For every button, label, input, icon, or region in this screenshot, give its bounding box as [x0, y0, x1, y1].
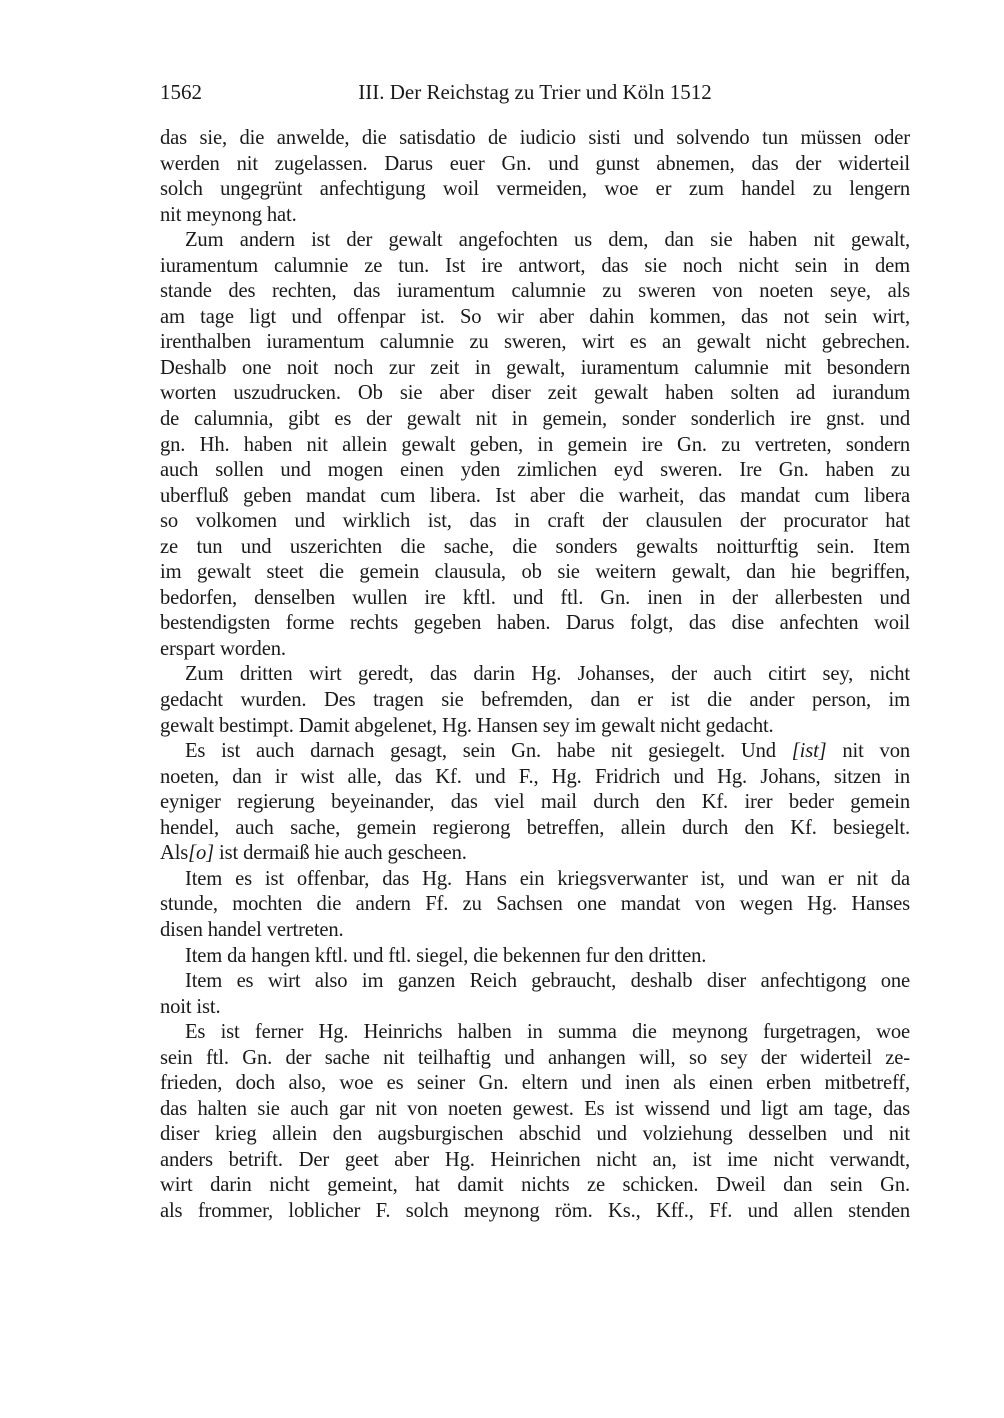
text-segment: als frommer, loblicher F. solch meynong röm. Ks., Kff., Ff. und allen stenden — [160, 1199, 910, 1222]
editorial-insertion: [ist] — [791, 740, 827, 763]
text-line — [160, 867, 910, 893]
text-segment: stande des rechten, das iuramentum calumnie zu sweren von noeten seye, als — [160, 280, 910, 303]
text-segment: ze tun und uszerichten die sache, die sonders gewalts noitturftig sein. Item — [160, 535, 910, 558]
text-segment: Es ist ferner Hg. Heinrichs halben in summa die meynong furgetragen, woe — [185, 1021, 910, 1044]
text-segment: anders betrift. Der geet aber Hg. Heinrichen nicht an, ist ime nicht verwandt, — [160, 1148, 910, 1171]
text-line — [160, 995, 910, 1021]
text-segment: bedorfen, denselben wullen ire kftl. und ftl. Gn. inen in der allerbesten und — [160, 586, 910, 609]
text-segment: Item da hangen kftl. und ftl. siegel, die bekennen fur den dritten. — [185, 944, 707, 967]
paragraph — [160, 126, 910, 228]
text-segment: Zum dritten wirt geredt, das darin Hg. Johanses, der auch citirt sey, nicht — [185, 663, 910, 686]
text-segment: nit meynong hat. — [160, 203, 297, 226]
text-segment: uberfluß geben mandat cum libera. Ist aber die warheit, das mandat cum libera — [160, 484, 910, 507]
text-line — [160, 177, 910, 203]
text-segment: Zum andern ist der gewalt angefochten us dem, dan sie haben nit gewalt, — [185, 229, 910, 252]
text-line — [160, 790, 910, 816]
text-line — [160, 1020, 910, 1046]
text-line — [160, 688, 910, 714]
text-segment: de calumnia, gibt es der gewalt nit in gemein, sonder sonderlich ire gnst. und — [160, 408, 910, 431]
text-segment: das sie, die anwelde, die satisdatio de iudicio sisti und solvendo tun müssen oder — [160, 127, 910, 149]
paragraph — [160, 1020, 910, 1224]
text-line — [160, 305, 910, 331]
text-segment: eyniger regierung beyeinander, das viel mail durch den Kf. irer beder gemein — [160, 791, 910, 814]
text-line — [160, 1046, 910, 1072]
text-segment: wirt darin nicht gemeint, hat damit nichts ze schicken. Dweil dan sein Gn. — [160, 1174, 910, 1197]
text-line — [160, 228, 910, 254]
text-segment: so volkomen und wirklich ist, das in craft der clausulen der procurator hat — [160, 510, 910, 533]
page-number: 1562 — [160, 80, 202, 104]
paragraph — [160, 944, 910, 970]
text-line — [160, 1173, 910, 1199]
text-segment: sein ftl. Gn. der sache nit teilhaftig und anhangen will, so sey der widerteil ze- — [160, 1046, 910, 1069]
text-segment: solch ungegrünt anfechtigung woil vermeiden, woe er zum handel zu lengern — [160, 178, 910, 201]
text-segment: stunde, mochten die andern Ff. zu Sachsen one mandat von wegen Hg. Hanses — [160, 893, 910, 916]
text-line — [160, 918, 910, 944]
text-line — [160, 944, 910, 970]
paragraph — [160, 867, 910, 944]
text-segment: am tage ligt und offenpar ist. So wir aber dahin kommen, das not sein wirt, — [160, 305, 910, 328]
text-line — [160, 1097, 910, 1123]
text-segment: disen handel vertreten. — [160, 918, 344, 941]
text-line — [160, 714, 910, 740]
text-line — [160, 892, 910, 918]
running-title: III. Der Reichstag zu Trier und Köln 1512 — [358, 80, 712, 104]
text-line — [160, 356, 910, 382]
text-line — [160, 969, 910, 995]
text-line — [160, 1148, 910, 1174]
text-segment: Item es ist offenbar, das Hg. Hans ein kriegsverwanter ist, und wan er nit da — [185, 867, 910, 890]
text-line — [160, 254, 910, 280]
text-segment: worten uszudrucken. Ob sie aber diser zeit gewalt haben solten ad iurandum — [160, 382, 910, 405]
text-line — [160, 330, 910, 356]
paragraph — [160, 228, 910, 662]
text-line — [160, 535, 910, 561]
text-line — [160, 433, 910, 459]
text-line — [160, 1071, 910, 1097]
text-segment: bestendigsten forme rechts gegeben haben. Darus folgt, das dise anfechten woil — [160, 612, 910, 635]
text-line — [160, 1199, 910, 1225]
text-segment: iuramentum calumnie ze tun. Ist ire antwort, das sie noch nicht sein in dem — [160, 254, 910, 277]
text-line — [160, 841, 910, 867]
editorial-insertion: [o] — [188, 842, 215, 865]
text-line — [160, 152, 910, 178]
text-segment: gewalt bestimpt. Damit abgelenet, Hg. Hansen sey im gewalt nicht gedacht. — [160, 714, 774, 737]
text-segment: Deshalb one noit noch zur zeit in gewalt, iuramentum calumnie mit besondern — [160, 356, 910, 379]
text-segment: frieden, doch also, woe es seiner Gn. eltern und inen als einen erben mitbetreff, — [160, 1072, 910, 1095]
text-segment: das halten sie auch gar nit von noeten gewest. Es ist wissend und ligt am tage, das — [160, 1097, 910, 1120]
text-line — [160, 637, 910, 663]
text-segment: Es ist auch darnach gesagt, sein Gn. habe nit gesiegelt. Und — [185, 740, 792, 763]
text-segment: noeten, dan ir wist alle, das Kf. und F., Hg. Fridrich und Hg. Johans, sitzen in — [160, 765, 910, 788]
text-segment: Als — [160, 842, 189, 865]
paragraph — [160, 739, 910, 867]
text-segment: nit von — [826, 740, 910, 763]
text-line — [160, 484, 910, 510]
text-segment: gn. Hh. haben nit allein gewalt geben, in gemein ire Gn. zu vertreten, sondern — [160, 433, 910, 456]
text-line — [160, 611, 910, 637]
text-line — [160, 560, 910, 586]
text-line — [160, 458, 910, 484]
text-segment: noit ist. — [160, 995, 221, 1018]
text-segment: diser krieg allein den augsburgischen abschid und volziehung desselben und nit — [160, 1123, 910, 1146]
text-segment: ist dermaiß hie auch gescheen. — [214, 842, 467, 865]
text-line — [160, 739, 910, 765]
text-segment: auch sollen und mogen einen yden zimlichen eyd sweren. Ire Gn. haben zu — [160, 459, 910, 482]
text-segment: erspart worden. — [160, 637, 286, 660]
text-segment: werden nit zugelassen. Darus euer Gn. und gunst abnemen, das der widerteil — [160, 152, 910, 175]
text-line — [160, 407, 910, 433]
text-line — [160, 586, 910, 612]
text-segment: Item es wirt also im ganzen Reich gebraucht, deshalb diser anfechtigong one — [185, 970, 910, 993]
text-segment: irenthalben iuramentum calumnie zu sweren, wirt es an gewalt nicht gebrechen. — [160, 331, 910, 354]
document-body — [160, 126, 910, 1225]
text-segment: gedacht wurden. Des tragen sie befremden, dan er ist die ander person, im — [160, 689, 910, 712]
paragraph — [160, 662, 910, 739]
paragraph — [160, 969, 910, 1020]
text-line — [160, 203, 910, 229]
text-line — [160, 1122, 910, 1148]
text-line — [160, 509, 910, 535]
text-line — [160, 381, 910, 407]
text-line — [160, 662, 910, 688]
text-line — [160, 816, 910, 842]
text-line — [160, 765, 910, 791]
text-line — [160, 126, 910, 152]
text-segment: im gewalt steet die gemein clausula, ob sie weitern gewalt, dan hie begriffen, — [160, 561, 910, 584]
text-segment: hendel, auch sache, gemein regierong betreffen, allein durch den Kf. besiegelt. — [160, 816, 910, 839]
text-line — [160, 279, 910, 305]
